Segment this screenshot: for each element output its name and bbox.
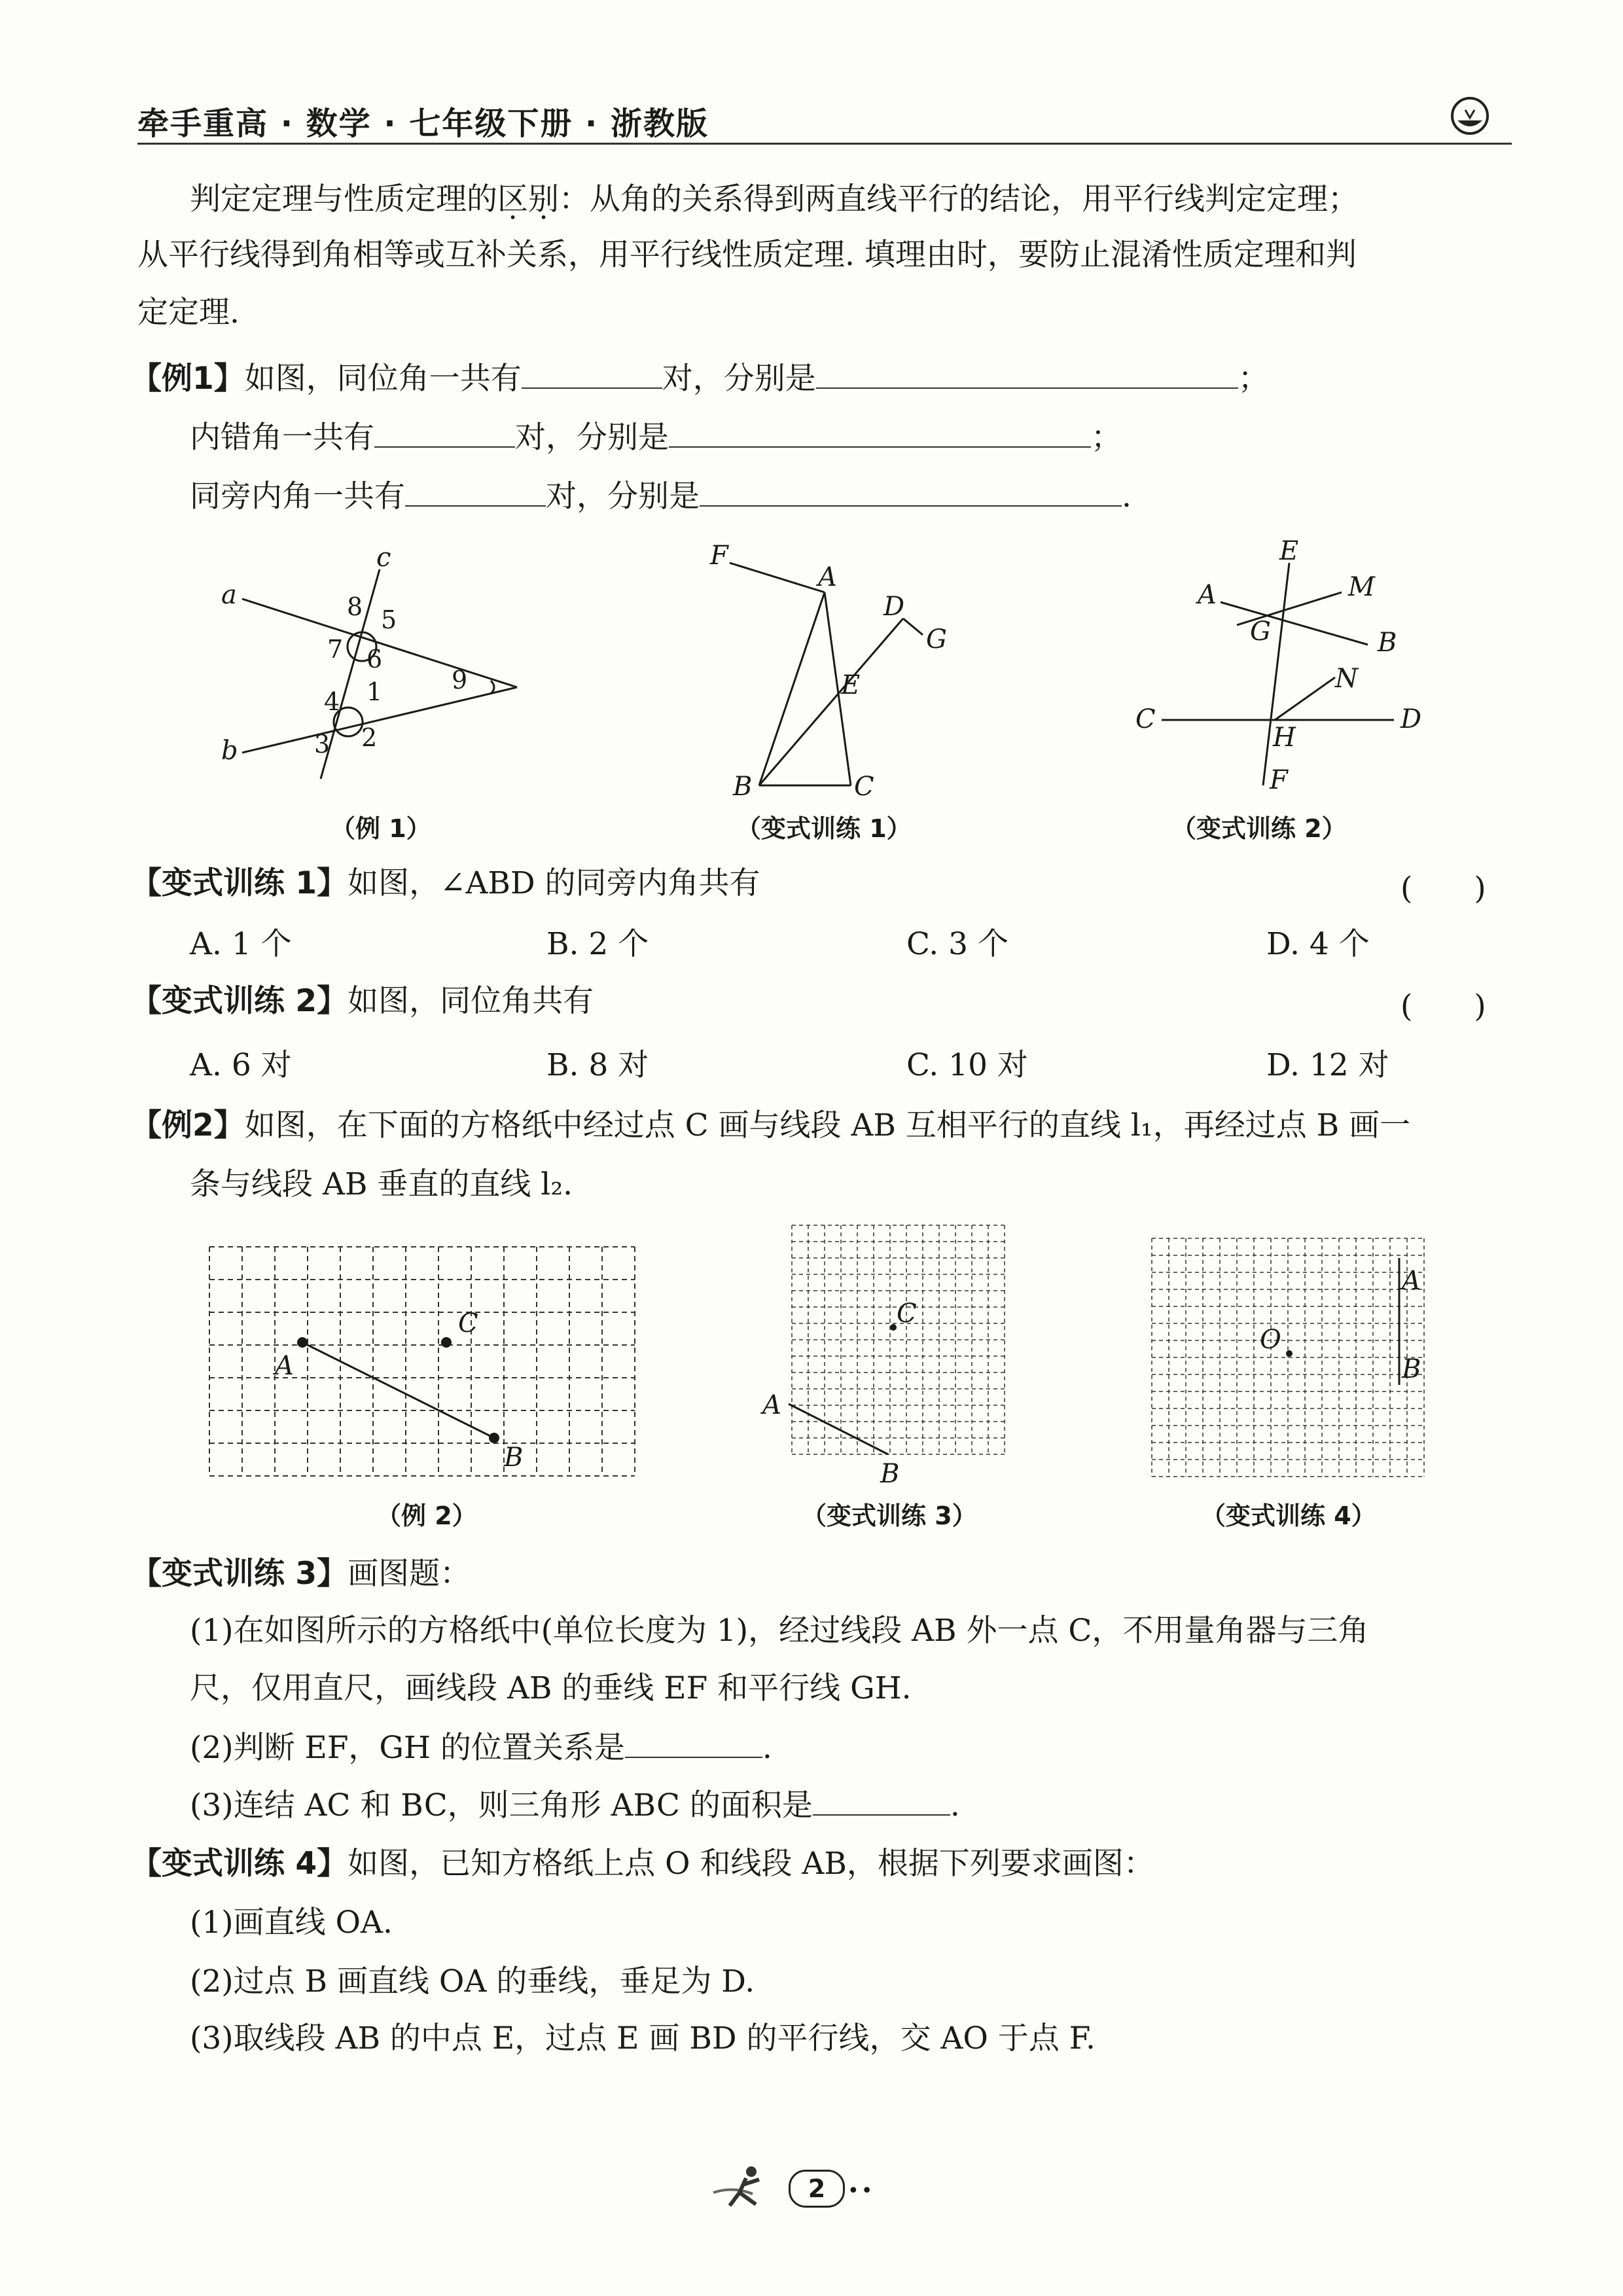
runner-figure-icon <box>707 2160 785 2212</box>
book-logo-icon <box>1450 96 1490 136</box>
point-label-M: M <box>1348 572 1375 602</box>
line-label-a: a <box>221 580 237 610</box>
point-label-A: A <box>762 1390 781 1420</box>
caption-variant1: （变式训练 1） <box>736 814 912 843</box>
variant3-heading: 【变式训练 3】画图题： <box>131 1556 471 1592</box>
variant2-option-d[interactable]: D. 12 对 <box>1266 1047 1389 1083</box>
answer-blank[interactable] <box>816 359 1238 389</box>
caption-example2: （例 2） <box>376 1501 477 1530</box>
point-label-H: H <box>1273 723 1296 753</box>
variant3-p2: (2)判断 EF，GH 的位置关系是 . <box>190 1728 772 1768</box>
point-B <box>489 1433 499 1443</box>
variant4-p3: (3)取线段 AB 的中点 E，过点 E 画 BD 的平行线，交 AO 于点 F. <box>190 2020 1096 2056</box>
variant1-tag: 【变式训练 1】 <box>131 865 348 901</box>
answer-blank[interactable] <box>700 476 1122 507</box>
caption-variant2: （变式训练 2） <box>1171 814 1347 843</box>
line-label-c: c <box>376 543 391 573</box>
figure-variant1 <box>700 543 975 805</box>
variant3-p3: (3)连结 AC 和 BC，则三角形 ABC 的面积是 . <box>190 1785 960 1825</box>
point-label-B: B <box>504 1443 524 1473</box>
point-label-O: O <box>1260 1325 1281 1355</box>
page-number: 2 <box>789 2170 845 2208</box>
point-label-G: G <box>926 624 947 655</box>
point-label-A: A <box>1198 580 1217 610</box>
intro-line-2: 从平行线得到角相等或互补关系，用平行线性质定理. 填理由时，要防止混淆性质定理和判 <box>137 237 1357 273</box>
book-title: 牵手重高 · 数学 · 七年级下册 · 浙教版 <box>137 105 709 142</box>
example2-line-1: 【例2】如图，在下面的方格纸中经过点 C 画与线段 AB 互相平行的直线 l₁，再经过点 B 画一 <box>131 1107 1411 1143</box>
point-label-A: A <box>1402 1266 1421 1296</box>
segment-AB <box>789 1404 888 1454</box>
point-label-C: C <box>458 1308 478 1338</box>
variant4-tag: 【变式训练 4】 <box>131 1846 348 1882</box>
point-label-G: G <box>1250 617 1271 647</box>
example1-q3: 同旁内角一共有 对，分别是 . <box>190 476 1132 516</box>
point-label-B: B <box>880 1459 900 1489</box>
intro-line-1: 判定定理与性质定理的区别：从角的关系得到两直线平行的结论，用平行线判定定理； <box>190 181 1359 217</box>
point-label-B: B <box>733 772 753 802</box>
point-C <box>441 1337 452 1348</box>
intro-line-3: 定定理. <box>137 295 240 331</box>
point-label-C: C <box>897 1299 917 1329</box>
point-label-E: E <box>841 670 861 700</box>
variant2-option-a[interactable]: A. 6 对 <box>190 1047 292 1083</box>
variant2-option-c[interactable]: C. 10 对 <box>906 1047 1028 1083</box>
variant2-answer-paren[interactable]: ( ) <box>1400 988 1486 1024</box>
variant3-tag: 【变式训练 3】 <box>131 1556 348 1592</box>
example1-tag: 【例1】 <box>131 361 245 397</box>
segment-AB <box>302 1342 494 1438</box>
point-label-B: B <box>1378 628 1397 658</box>
variant3-p1-line1: (1)在如图所示的方格纸中(单位长度为 1)，经过线段 AB 外一点 C，不用量角器与三角 <box>190 1613 1369 1649</box>
angle-label-7: 7 <box>327 635 344 664</box>
angle-label-1: 1 <box>366 677 383 706</box>
point-label-C: C <box>1135 704 1156 734</box>
answer-blank[interactable] <box>813 1785 950 1816</box>
point-label-B: B <box>1402 1354 1421 1384</box>
variant2-question: 【变式训练 2】如图，同位角共有 <box>131 983 594 1019</box>
caption-variant4: （变式训练 4） <box>1201 1501 1376 1530</box>
angle-label-6: 6 <box>366 645 383 673</box>
variant1-question: 【变式训练 1】如图，∠ABD 的同旁内角共有 <box>131 865 760 901</box>
variant1-answer-paren[interactable]: ( ) <box>1400 870 1486 906</box>
point-A <box>297 1337 308 1348</box>
point-label-D: D <box>1400 704 1422 734</box>
point-label-A: A <box>818 562 837 592</box>
header-divider <box>137 143 1512 145</box>
angle-label-3: 3 <box>314 730 330 759</box>
variant1-option-d[interactable]: D. 4 个 <box>1266 926 1370 962</box>
point-C <box>890 1324 897 1331</box>
angle-label-4: 4 <box>324 687 340 716</box>
variant4-question: 【变式训练 4】如图，已知方格纸上点 O 和线段 AB，根据下列要求画图： <box>131 1846 1154 1882</box>
point-label-F: F <box>710 541 728 571</box>
answer-blank[interactable] <box>669 418 1091 448</box>
angle-label-8: 8 <box>347 592 363 621</box>
figure-variant2 <box>1126 530 1440 798</box>
point-label-N: N <box>1335 664 1358 694</box>
variant4-p1: (1)画直线 OA. <box>190 1905 393 1941</box>
answer-blank[interactable] <box>374 418 515 448</box>
answer-blank[interactable] <box>522 359 662 389</box>
line-label-b: b <box>221 736 238 766</box>
caption-variant3: （变式训练 3） <box>802 1501 977 1530</box>
variant2-option-b[interactable]: B. 8 对 <box>546 1047 649 1083</box>
point-label-C: C <box>854 772 874 802</box>
page-number-dots: •• <box>847 2179 875 2202</box>
figure-example2-grid <box>209 1247 641 1496</box>
example2-line-2: 条与线段 AB 垂直的直线 l₂. <box>190 1166 573 1202</box>
variant2-tag: 【变式训练 2】 <box>131 983 348 1019</box>
answer-blank[interactable] <box>625 1728 762 1758</box>
caption-example1: （例 1） <box>330 814 431 843</box>
answer-blank[interactable] <box>405 476 546 507</box>
variant4-p2: (2)过点 B 画直线 OA 的垂线，垂足为 D. <box>190 1964 755 2000</box>
angle-label-2: 2 <box>361 723 378 752</box>
figure-variant3-grid <box>759 1217 1034 1489</box>
example1-q2: 内错角一共有 对，分别是 ； <box>190 418 1122 457</box>
variant3-p1-line2: 尺，仅用直尺，画线段 AB 的垂线 EF 和平行线 GH. <box>190 1670 912 1706</box>
angle-label-9: 9 <box>452 666 468 694</box>
variant1-option-a[interactable]: A. 1 个 <box>190 926 292 962</box>
variant1-option-c[interactable]: C. 3 个 <box>906 926 1009 962</box>
point-label-E: E <box>1279 536 1299 566</box>
point-label-A: A <box>275 1351 294 1381</box>
angle-label-5: 5 <box>381 605 397 634</box>
point-label-F: F <box>1270 765 1288 795</box>
figure-variant4-grid <box>1145 1230 1446 1492</box>
point-O <box>1286 1350 1293 1357</box>
example2-tag: 【例2】 <box>131 1107 245 1143</box>
figure-example1 <box>209 543 550 785</box>
example1-q1: 【例1】如图，同位角一共有 对，分别是 ； <box>131 359 1269 399</box>
variant1-option-b[interactable]: B. 2 个 <box>546 926 649 962</box>
point-label-D: D <box>883 592 905 622</box>
